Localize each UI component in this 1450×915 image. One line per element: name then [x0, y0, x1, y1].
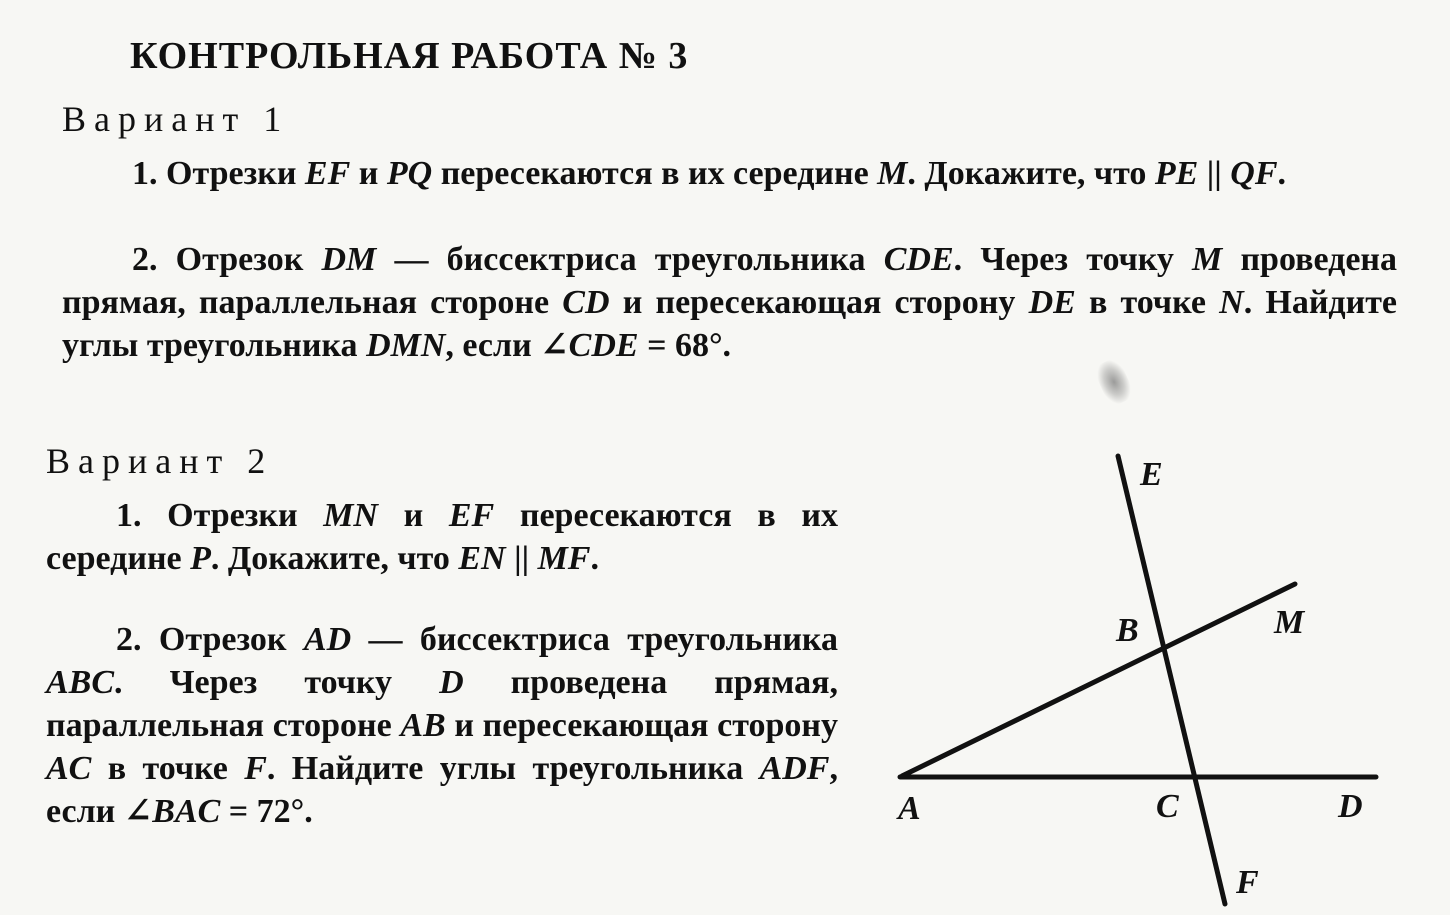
- point-label-e: E: [1140, 456, 1163, 493]
- problem-text: в точке: [91, 750, 245, 787]
- math-symbol: ∠BAC: [123, 793, 221, 830]
- problem-number: 2.: [132, 241, 158, 278]
- variant-1-problem-2: [62, 238, 1397, 367]
- problem-text: Отрезки: [157, 155, 305, 192]
- problem-text: . Докажите, что: [210, 540, 459, 577]
- math-symbol: ABC: [46, 664, 115, 701]
- problem-text: Отрезок: [141, 621, 304, 658]
- problem-text: проведена прямая, параллельная стороне: [62, 241, 1397, 321]
- problem-number: 2.: [116, 621, 142, 658]
- point-label-b: B: [1116, 612, 1139, 649]
- math-symbol: DMN: [366, 327, 446, 364]
- problem-text: , если: [445, 327, 541, 364]
- figure-diagram: [880, 440, 1410, 915]
- variant-2-problem-2: [46, 618, 838, 833]
- math-symbol: F: [244, 750, 267, 787]
- problem-text: . Через точку: [114, 664, 440, 701]
- problem-text: проведена прямая, параллельная стороне: [46, 664, 838, 744]
- math-symbol: AD: [303, 621, 352, 658]
- math-symbol: CDE: [883, 241, 954, 278]
- geometry-figure: [880, 440, 1410, 915]
- problem-text: .: [1277, 155, 1287, 192]
- math-symbol: ADF: [759, 750, 830, 787]
- problem-text: ||: [505, 540, 538, 577]
- problem-text: .: [590, 540, 599, 577]
- math-symbol: ∠CDE: [540, 327, 639, 364]
- problem-text: = 68°.: [638, 327, 732, 364]
- problem-text: и: [377, 497, 449, 534]
- point-label-a: A: [898, 790, 921, 827]
- problem-text: . Найдите углы треугольника: [62, 284, 1397, 364]
- math-symbol: MN: [323, 497, 378, 534]
- math-symbol: MF: [537, 540, 591, 577]
- problem-text: и: [350, 155, 387, 192]
- variant-1-problem-1: [62, 152, 1397, 195]
- math-symbol: AB: [400, 707, 446, 744]
- problem-text: в точке: [1075, 284, 1220, 321]
- page-title: КОНТРОЛЬНАЯ РАБОТА № 3: [130, 35, 689, 77]
- problem-text: пересекаются в их середине: [46, 497, 838, 577]
- math-symbol: PQ: [386, 155, 433, 192]
- math-symbol: EN: [458, 540, 506, 577]
- math-symbol: N: [1219, 284, 1244, 321]
- variant-2-heading: Вариант 2: [46, 441, 274, 481]
- math-symbol: QF: [1230, 155, 1278, 192]
- problem-text: пересекаются в их середине: [432, 155, 878, 192]
- variant-2-problem-1: [46, 494, 838, 580]
- math-symbol: EF: [448, 497, 495, 534]
- math-symbol: CD: [562, 284, 610, 321]
- math-symbol: EF: [304, 155, 351, 192]
- problem-text: и пересекающая сторону: [445, 707, 839, 744]
- problem-text: ||: [1198, 155, 1231, 192]
- point-label-f: F: [1236, 864, 1259, 901]
- math-symbol: D: [439, 664, 464, 701]
- line-am: [902, 584, 1295, 776]
- problem-text: — биссектриса треугольника: [351, 621, 838, 658]
- math-symbol: P: [190, 540, 211, 577]
- math-symbol: AC: [46, 750, 92, 787]
- math-symbol: M: [877, 155, 908, 192]
- math-symbol: PE: [1154, 155, 1199, 192]
- math-symbol: M: [1192, 241, 1223, 278]
- problem-text: . Найдите углы треугольника: [266, 750, 760, 787]
- point-label-d: D: [1338, 788, 1363, 825]
- problem-text: Отрезок: [157, 241, 322, 278]
- problem-text: Отрезки: [141, 497, 324, 534]
- point-label-m: M: [1274, 604, 1305, 641]
- point-label-c: C: [1156, 788, 1179, 825]
- problem-text: . Через точку: [953, 241, 1193, 278]
- problem-text: , если: [46, 750, 838, 830]
- problem-number: 1.: [132, 155, 158, 192]
- problem-number: 1.: [116, 497, 142, 534]
- variant-1-heading: Вариант 1: [62, 99, 290, 139]
- problem-text: = 72°.: [220, 793, 313, 830]
- problem-text: и пересекающая сторону: [609, 284, 1029, 321]
- problem-text: — биссектриса треугольника: [376, 241, 884, 278]
- math-symbol: DM: [321, 241, 377, 278]
- math-symbol: DE: [1028, 284, 1076, 321]
- line-ef: [1118, 456, 1225, 904]
- problem-text: . Докажите, что: [907, 155, 1155, 192]
